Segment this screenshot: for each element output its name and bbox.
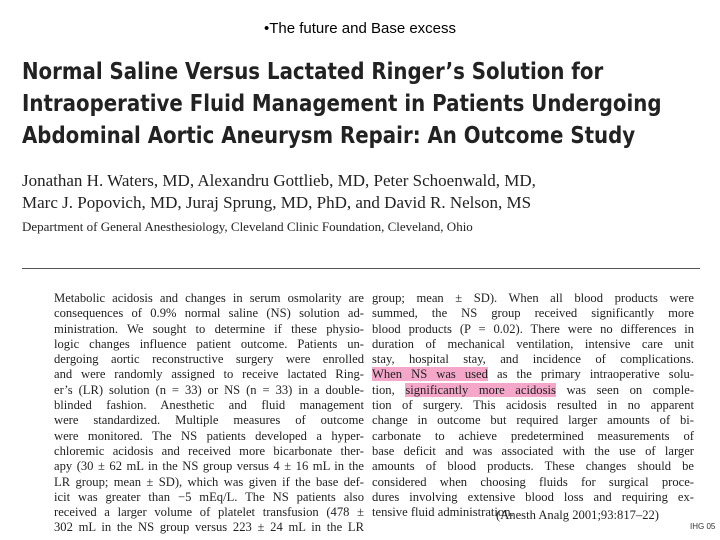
authors-line: Jonathan H. Waters, MD, Alexandru Gottlieb, MD, Peter Schoenwald, MD, — [22, 171, 536, 190]
abstract-right-column — [372, 291, 694, 520]
author-list — [22, 170, 712, 214]
abstract-line: blinded fashion. Anesthetic and fluid management — [54, 398, 364, 413]
highlight-ns-used: When NS was used — [372, 367, 488, 382]
abstract-line: 302 mL in the NS group versus 223 ± 24 mL in the LR — [54, 520, 364, 535]
paper-title-line: Normal Saline Versus Lactated Ringer’s Solution for — [22, 59, 604, 85]
abstract-line: considered when choosing fluids for surgical proce- — [372, 474, 694, 489]
abstract-line: chloremic acidosis and received more bicarbonate ther- — [54, 443, 364, 458]
abstract-line: logic changes influence patient outcome. Patients un- — [54, 336, 364, 351]
highlight-more-acidosis: significantly more acidosis — [405, 382, 556, 397]
abstract-line: stay, hospital stay, and incidence of complications. — [372, 352, 694, 367]
affiliation: Department of General Anesthesiology, Cleveland Clinic Foundation, Cleveland, Ohio — [22, 219, 473, 234]
abstract-line-highlighted — [372, 367, 694, 382]
abstract-line: Metabolic acidosis and changes in serum osmolarity are — [54, 291, 364, 305]
abstract-line: change in outcome but required larger amounts of bi- — [372, 413, 694, 428]
abstract-line: blood products (P = 0.02). There were no differences in — [372, 321, 694, 336]
abstract-left-column — [54, 291, 364, 536]
abstract-line: base deficit and was associated with the use of larger — [372, 443, 694, 458]
abstract-line: er’s (LR) solution (n = 33) or NS (n = 33) in a double- — [54, 382, 364, 397]
slide-title: •The future and Base excess — [263, 20, 457, 37]
abstract-line-highlighted — [372, 383, 694, 398]
citation: (Anesth Analg 2001;93:817–22) — [496, 508, 660, 522]
abstract-line: LR group; mean ± SD), which was given if the base def- — [54, 474, 364, 489]
abstract-line: received a larger volume of platelet transfusion (478 ± — [54, 505, 364, 520]
text-span: was seen on comple- — [555, 382, 695, 397]
abstract-line: were monitored. The NS patients developed a hyper- — [54, 428, 364, 443]
abstract-line: icit was greater than −5 mEq/L. The NS patients also — [54, 489, 364, 504]
abstract-line: ministration. We sought to determine if these physio- — [54, 321, 364, 336]
footer-tag: IHG 05 — [690, 522, 716, 531]
paper-title-line: Intraoperative Fluid Management in Patients Undergoing — [22, 91, 662, 117]
paper-title-line: Abdominal Aortic Aneurysm Repair: An Outcome Study — [22, 123, 636, 149]
text-span: tion, — [372, 382, 406, 397]
authors-line: Marc J. Popovich, MD, Juraj Sprung, MD, PhD, and David R. Nelson, MS — [22, 193, 532, 212]
abstract-line: amounts of blood products. These changes should be — [372, 459, 694, 474]
abstract-line: dergoing aortic reconstructive surgery were enrolled — [54, 352, 364, 367]
abstract-line: duration of mechanical ventilation, intensive care unit — [372, 336, 694, 351]
abstract-line: carbonate to achieve predetermined measurements of — [372, 428, 694, 443]
abstract-line: consequences of 0.9% normal saline (NS) solution ad- — [54, 306, 364, 321]
abstract-line: tensive fluid administration. — [372, 505, 514, 520]
abstract-line: dures involving extensive blood loss and requiring ex- — [372, 489, 694, 504]
divider — [22, 268, 700, 269]
paper-title — [22, 56, 662, 152]
text-span: as the primary intraoperative solu- — [487, 367, 694, 382]
abstract-line: group; mean ± SD). When all blood products were — [372, 291, 694, 305]
abstract-line: tion of surgery. This acidosis resulted in no apparent — [372, 398, 694, 413]
abstract-line: were standardized. Multiple measures of outcome — [54, 413, 364, 428]
abstract-line: apy (30 ± 62 mL in the NS group versus 4 ± 16 mL in the — [54, 459, 364, 474]
abstract-line: and were randomly assigned to receive lactated Ring- — [54, 367, 364, 382]
abstract-line: summed, the NS group received significantly more — [372, 306, 694, 321]
